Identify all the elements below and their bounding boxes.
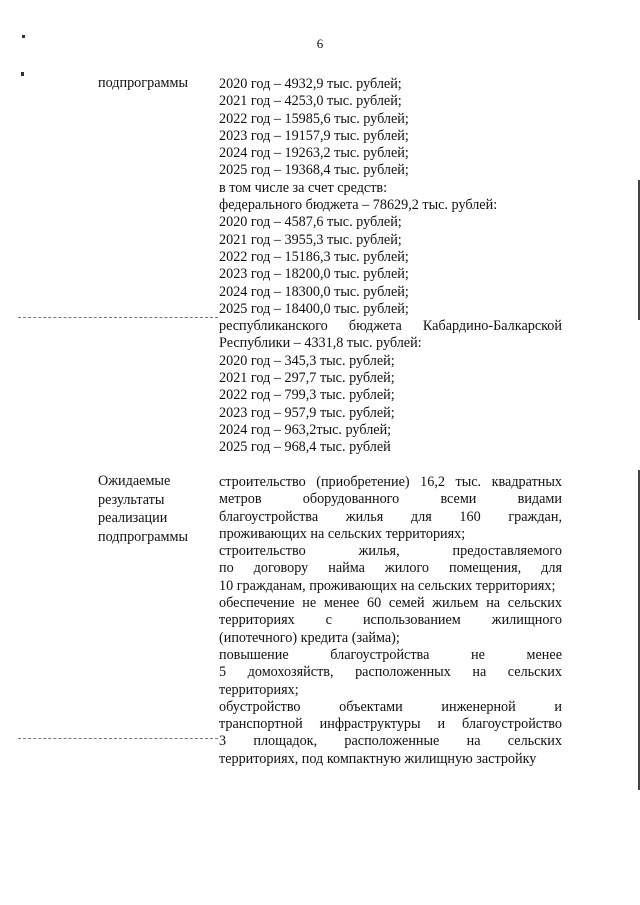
result-line: проживающих на сельских территориях;: [219, 525, 466, 542]
scan-speck: [22, 35, 25, 38]
result-line: территориях с использованием жилищного: [219, 612, 562, 629]
financing-line: 2023 год – 957,9 тыс. рублей;: [219, 404, 395, 421]
result-line: по договору найма жилого помещения, для: [219, 560, 562, 577]
result-line: 3 площадок, расположенные на сельских: [219, 733, 562, 750]
result-line: благоустройства жилья для 160 граждан,: [219, 508, 562, 525]
financing-line: 2024 год – 18300,0 тыс. рублей;: [219, 283, 409, 300]
row-label: подпрограммы: [98, 75, 188, 91]
financing-label: [98, 74, 208, 93]
financing-line: 2022 год – 15985,6 тыс. рублей;: [219, 110, 409, 127]
row-label: реализации: [98, 510, 168, 527]
financing-line: 2025 год – 968,4 тыс. рублей: [219, 439, 391, 456]
result-line: строительство (приобретение) 16,2 тыс. квадратных: [219, 474, 562, 490]
financing-line: 2025 год – 18400,0 тыс. рублей;: [219, 300, 409, 317]
financing-line: 2021 год – 4253,0 тыс. рублей;: [219, 93, 402, 110]
separator-line: [18, 317, 218, 318]
result-line: метров оборудованного всеми видами: [219, 491, 562, 508]
result-line: (ипотечного) кредита (займа);: [219, 629, 400, 646]
financing-line: 2023 год – 18200,0 тыс. рублей;: [219, 266, 409, 283]
financing-line: 2021 год – 3955,3 тыс. рублей;: [219, 231, 402, 248]
financing-line: 2020 год – 345,3 тыс. рублей;: [219, 352, 395, 369]
financing-line: республиканского бюджета Кабардино-Балкарской: [219, 318, 562, 335]
financing-line: федерального бюджета – 78629,2 тыс. рублей:: [219, 197, 498, 214]
results-values: [219, 474, 562, 768]
financing-line: 2021 год – 297,7 тыс. рублей;: [219, 370, 395, 387]
result-line: территориях, под компактную жилищную застройку: [219, 750, 537, 767]
row-label: результаты: [98, 491, 165, 508]
page-number: 6: [316, 36, 324, 51]
financing-line: в том числе за счет средств:: [219, 179, 388, 196]
row-label: Ожидаемые: [98, 473, 171, 489]
result-line: обеспечение не менее 60 семей жильем на сельских: [219, 595, 562, 612]
financing-line: 2023 год – 19157,9 тыс. рублей;: [219, 127, 409, 144]
financing-line: 2024 год – 19263,2 тыс. рублей;: [219, 145, 409, 162]
results-label: [98, 472, 208, 546]
financing-line: 2025 год – 19368,4 тыс. рублей;: [219, 162, 409, 179]
result-line: повышение благоустройства не менее: [219, 646, 562, 663]
row-label: подпрограммы: [98, 528, 188, 545]
result-line: строительство жилья, предоставляемого: [219, 543, 562, 560]
result-line: обустройство объектами инженерной и: [219, 698, 562, 715]
result-line: территориях;: [219, 681, 299, 698]
financing-line: 2022 год – 799,3 тыс. рублей;: [219, 387, 395, 404]
financing-line: 2020 год – 4932,9 тыс. рублей;: [219, 76, 402, 92]
financing-line: 2022 год – 15186,3 тыс. рублей;: [219, 248, 409, 265]
result-line: 5 домохозяйств, расположенных на сельских: [219, 664, 562, 681]
financing-line: Республики – 4331,8 тыс. рублей:: [219, 335, 422, 352]
financing-values: [219, 76, 562, 457]
result-line: 10 гражданам, проживающих на сельских территориях;: [219, 577, 556, 594]
financing-line: 2024 год – 963,2тыс. рублей;: [219, 421, 392, 438]
result-line: транспортной инфраструктуры и благоустройство: [219, 716, 562, 733]
financing-line: 2020 год – 4587,6 тыс. рублей;: [219, 214, 402, 231]
separator-line: [18, 738, 218, 739]
scan-speck: [21, 72, 24, 76]
